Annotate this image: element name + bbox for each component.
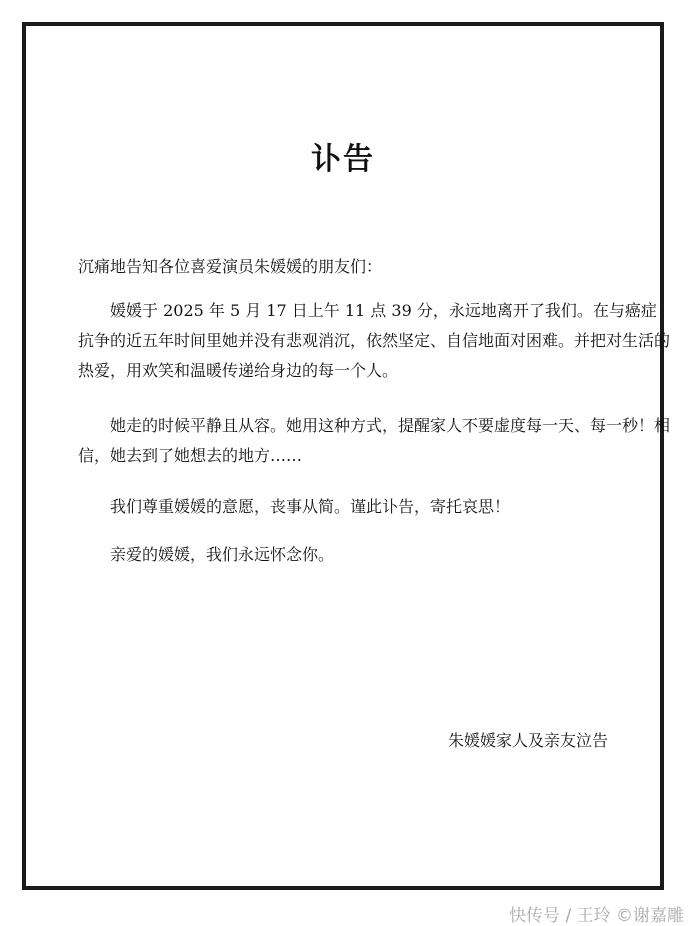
- notice-salutation: 沉痛地告知各位喜爱演员朱媛媛的朋友们：: [78, 257, 383, 276]
- watermark-text: 快传号 / 王玲 ©谢嘉雕: [509, 906, 684, 926]
- notice-paragraph-3: 我们尊重媛媛的意愿，丧事从简。谨此讣告，寄托哀思！: [110, 497, 511, 516]
- notice-signature: 朱媛媛家人及亲友泣告: [447, 731, 608, 750]
- notice-frame: [22, 22, 671, 890]
- notice-title: 讣告: [311, 142, 375, 177]
- notice-paragraph-1: 媛媛于 2025 年 5 月 17 日上午 11 点 39 分，永远地离开了我们。在与癌症抗争的近五年时间里她并没有悲观消沉，依然坚定、自信地面对困难。并把对生活的热爱，用欢笑和温暖传递给身边的每一个人。: [78, 301, 671, 380]
- notice-paragraph-4: 亲爱的媛媛，我们永远怀念你。: [110, 545, 335, 564]
- notice-paragraph-2: 她走的时候平静且从容。她用这种方式，提醒家人不要虚度每一天、每一秒！相信，她去到了她想去的地方……: [78, 416, 671, 465]
